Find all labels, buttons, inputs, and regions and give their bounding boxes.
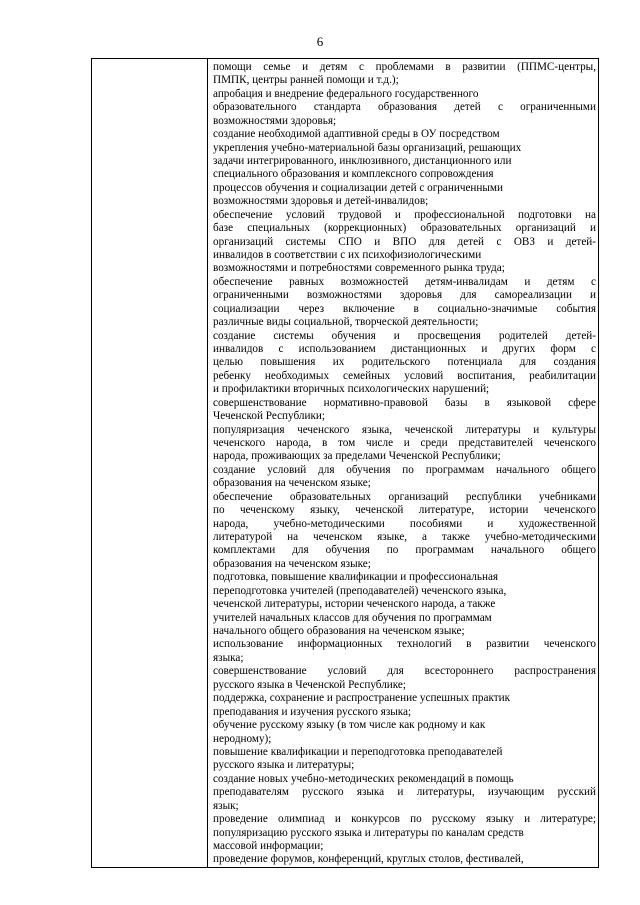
text-line: организаций системы СПО и ВПО для детей с ОВЗ и детей- <box>213 235 596 248</box>
page-number: 6 <box>316 34 324 49</box>
text-line: русского языка и литературы; <box>213 759 355 772</box>
text-line: русского языка в Чеченской Республике; <box>213 678 406 691</box>
text-line: различные виды социальной, творческой деятельности; <box>213 316 479 329</box>
text-line: обеспечение образовательных организаций республики учебниками <box>213 490 596 503</box>
text-line: народа, проживающих за пределами Чеченской Республики; <box>213 450 501 463</box>
text-line: подготовка, повышение квалификации и профессиональная <box>213 571 499 584</box>
text-line: создание новых учебно-методических рекомендаций в помощь <box>213 772 514 785</box>
text-line: начального общего образования на чеченском языке; <box>213 625 465 638</box>
text-line: специального образования и комплексного сопровождения <box>213 168 494 181</box>
table-left-cell <box>92 59 207 867</box>
text-line: массовой информации; <box>213 839 324 852</box>
text-line: ограниченными возможностями здоровья для самореализации и <box>213 289 596 302</box>
text-line: преподавания и изучения русского языка; <box>213 705 412 718</box>
document-table <box>91 58 599 868</box>
text-line: популяризация чеченского языка, чеченской литературы и культуры <box>213 423 596 436</box>
text-line: популяризацию русского языка и литературы по каналам средств <box>213 826 524 839</box>
text-line: создание необходимой адаптивной среды в ОУ посредством <box>213 128 500 141</box>
text-line: народа, учебно-методическими пособиями и художественной <box>213 517 596 530</box>
text-line: задачи интегрированного, инклюзивного, дистанционного или <box>213 155 512 167</box>
text-line: помощи семье и детям с проблемами в развитии (ППМС-центры, <box>213 61 596 73</box>
text-line: поддержка, сохранение и распространение успешных практик <box>213 692 511 705</box>
text-line: языка; <box>213 651 244 664</box>
text-line: создание системы обучения и просвещения родителей детей- <box>213 329 596 342</box>
text-line: повышение квалификации и переподготовка преподавателей <box>213 745 503 758</box>
text-line: чеченской литературы, истории чеченского народа, а также <box>213 598 496 611</box>
text-line: обеспечение условий трудовой и профессиональной подготовки на <box>213 208 596 221</box>
text-line: возможностями и потребностями современного рынка труда; <box>213 262 505 275</box>
text-line: образовательного стандарта образования детей с ограниченными <box>213 101 596 114</box>
text-line: чеченского народа, в том числе и среди представителей чеченского <box>213 437 596 450</box>
text-line: Чеченской Республики; <box>213 410 325 423</box>
table-right-cell <box>208 59 598 867</box>
text-line: язык; <box>213 799 239 812</box>
text-line: возможностями здоровья; <box>213 114 337 127</box>
text-line: ребенку необходимых семейных условий воспитания, реабилитации <box>213 369 596 382</box>
text-line: обучение русскому языку (в том числе как родному и как <box>213 719 486 732</box>
text-line: укрепления учебно-материальной базы организаций, решающих <box>213 141 522 154</box>
text-line: процессов обучения и социализации детей с ограниченными <box>213 181 503 194</box>
text-line: неродному); <box>213 732 272 745</box>
text-line: совершенствование нормативно-правовой базы в языковой сфере <box>213 396 596 409</box>
text-line: возможностями здоровья и детей-инвалидов; <box>213 195 429 208</box>
text-line: комплектами для обучения по программам начального общего <box>213 544 596 557</box>
text-line: создание условий для обучения по программам начального общего <box>213 463 596 476</box>
text-line: использование информационных технологий в развитии чеченского <box>213 638 596 651</box>
text-line: образования на чеченском языке; <box>213 557 371 570</box>
text-line: переподготовка учителей (преподавателей) чеченского языка, <box>213 584 507 597</box>
text-line: апробация и внедрение федерального государственного <box>213 87 479 100</box>
text-line: обеспечение равных возможностей детям-инвалидам и детям с <box>213 275 596 288</box>
text-line: инвалидов в соответствии с их психофизиологическими <box>213 249 482 262</box>
text-line: литературой на чеченском языке, а также учебно-методическими <box>213 531 596 544</box>
text-line: социализации через включение в социально-значимые события <box>213 302 596 315</box>
text-line: по чеченскому языку, чеченской литературе, истории чеченского <box>213 504 596 517</box>
text-line: проведение форумов, конференций, круглых столов, фестивалей, <box>213 853 524 866</box>
text-line: учителей начальных классов для обучения по программам <box>213 611 492 624</box>
text-line: проведение олимпиад и конкурсов по русскому языку и литературе; <box>213 813 596 826</box>
text-line: преподавателям русского языка и литературы, изучающим русский <box>213 786 596 799</box>
text-line: базе специальных (коррекционных) образовательных организаций и <box>213 222 596 235</box>
text-line: совершенствование условий для всестороннего распространения <box>213 665 596 678</box>
text-line: и профилактики вторичных психологических нарушений; <box>213 383 490 396</box>
text-line: инвалидов с использованием дистанционных и других форм с <box>213 343 596 356</box>
text-line: образования на чеченском языке; <box>213 477 371 490</box>
text-line: целью повышения их родительского потенциала для создания <box>213 356 596 369</box>
text-line: ПМПК, центры ранней помощи и т.д.); <box>213 74 399 87</box>
